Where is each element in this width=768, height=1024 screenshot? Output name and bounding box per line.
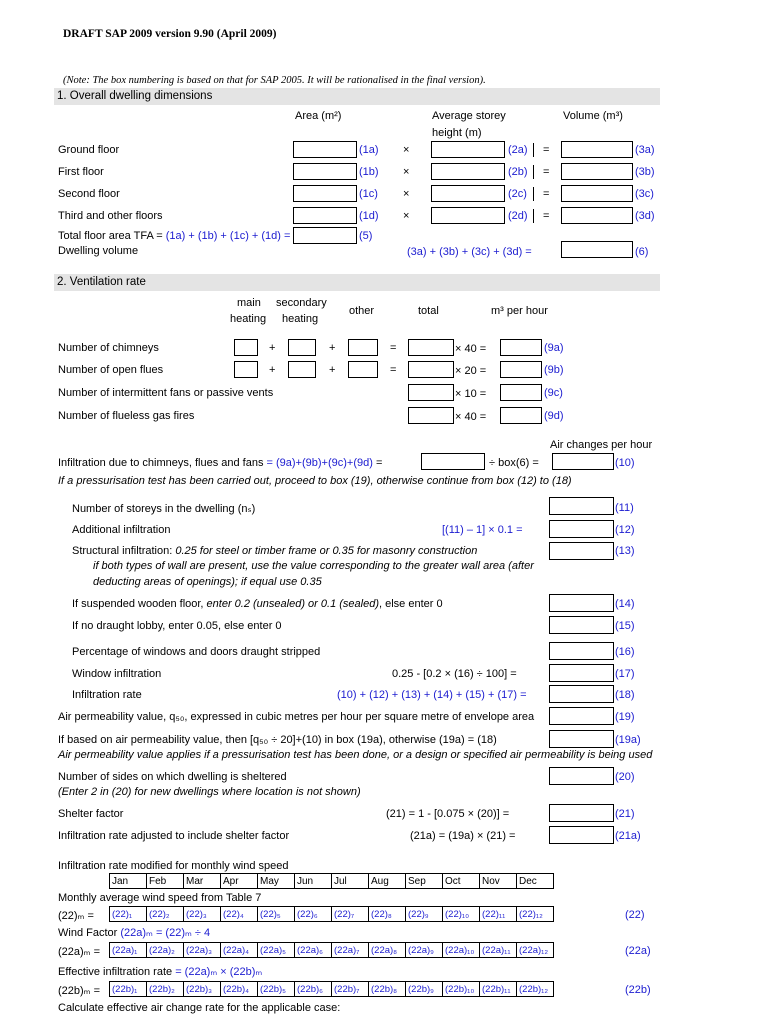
infiltration-rate-formula: (10) + (12) + (13) + (14) + (15) + (17) =	[337, 689, 527, 701]
sheltered-sides-note: (Enter 2 in (20) for new dwellings where location is not shown)	[58, 786, 361, 798]
floor-area-input[interactable]	[293, 163, 357, 180]
effective-infiltration-cell[interactable]: (22b)₉	[406, 982, 443, 997]
col-area-header: Area (m²)	[295, 110, 342, 122]
tfa-box-ref: (5)	[359, 230, 373, 242]
adjusted-infiltration-label: Infiltration rate adjusted to include shelter factor	[58, 830, 290, 842]
effective-infiltration-cell[interactable]: (22b)₁₁	[480, 982, 517, 997]
adjusted-infiltration-formula: (21a) = (19a) × (21) =	[410, 830, 516, 842]
month-header-mar: Mar	[184, 874, 221, 889]
equals-sign: =	[376, 457, 383, 469]
shelter-factor-label: Shelter factor	[58, 808, 124, 820]
wind-speed-cell[interactable]: (22)₇	[332, 907, 369, 922]
times-sign: ×	[403, 144, 410, 156]
based-on-permeability-input[interactable]	[549, 730, 614, 748]
sheltered-sides-label: Number of sides on which dwelling is sheltered	[58, 771, 287, 783]
wind-factor-cell[interactable]: (22a)₅	[258, 943, 295, 958]
wind-factor-cell[interactable]: (22a)₈	[369, 943, 406, 958]
col-main-heating-1: main	[237, 297, 261, 309]
month-header-jan: Jan	[110, 874, 147, 889]
storey-height-box-ref: (2b)	[508, 166, 528, 178]
gas-fires-box-ref: (9d)	[544, 410, 564, 422]
draught-stripped-input[interactable]	[549, 642, 614, 660]
floor-area-input[interactable]	[293, 207, 357, 224]
structural-infiltration-text: Structural infiltration:	[72, 545, 176, 557]
wind-speed-cell[interactable]: (22)₉	[406, 907, 443, 922]
col-m3-per-hour: m³ per hour	[491, 305, 548, 317]
times-sign: ×	[403, 166, 410, 178]
row-22-box-ref: (22)	[625, 909, 645, 921]
suspended-floor-label	[72, 598, 443, 610]
floor-volume-input[interactable]	[561, 207, 633, 224]
fans-total-input[interactable]	[408, 384, 454, 401]
month-header-oct: Oct	[443, 874, 480, 889]
storey-height-input[interactable]	[431, 207, 505, 224]
row-22-label: (22)ₘ =	[58, 910, 94, 922]
floor-area-box-ref: (1c)	[359, 188, 378, 200]
storey-height-box-ref: (2a)	[508, 144, 528, 156]
wind-factor-cell[interactable]: (22a)₁₀	[443, 943, 480, 958]
fans-label: Number of intermittent fans or passive vents	[58, 387, 274, 399]
col-secondary-heating-2: heating	[282, 313, 319, 325]
structural-infiltration-note-2: deducting areas of openings); if equal use 0.35	[93, 576, 322, 588]
separator-bar	[533, 187, 534, 201]
effective-infiltration-cell[interactable]: (22b)₆	[295, 982, 332, 997]
effective-infiltration-cell[interactable]: (22b)₅	[258, 982, 295, 997]
dwelling-volume-formula: (3a) + (3b) + (3c) + (3d) =	[407, 246, 532, 258]
wind-speed-cell[interactable]: (22)₂	[147, 907, 184, 922]
floor-volume-input[interactable]	[561, 141, 633, 158]
floor-volume-input[interactable]	[561, 185, 633, 202]
row-22a-box-ref: (22a)	[625, 945, 651, 957]
based-on-permeability-box-ref: (19a)	[615, 734, 641, 746]
month-header-jun: Jun	[295, 874, 332, 889]
wind-factor-cell[interactable]: (22a)₁₂	[517, 943, 554, 958]
month-header-feb: Feb	[147, 874, 184, 889]
infiltration-chimneys-formula: = (9a)+(9b)+(9c)+(9d)	[266, 457, 373, 469]
floor-label: Second floor	[58, 188, 120, 200]
suspended-floor-values: enter 0.2 (unsealed) or 0.1 (sealed)	[206, 598, 379, 610]
flues-total-input[interactable]	[408, 361, 454, 378]
suspended-floor-text: If suspended wooden floor,	[72, 598, 207, 610]
section-2-title: 2. Ventilation rate	[57, 276, 146, 288]
suspended-floor-box-ref: (14)	[615, 598, 635, 610]
month-header-nov: Nov	[480, 874, 517, 889]
wind-speed-cell[interactable]: (22)₆	[295, 907, 332, 922]
wind-factor-text: Wind Factor	[58, 927, 121, 939]
divide-by-box6: ÷ box(6) =	[489, 457, 539, 469]
month-header-apr: Apr	[221, 874, 258, 889]
storey-height-input[interactable]	[431, 185, 505, 202]
separator-bar	[533, 165, 534, 179]
structural-infiltration-note-1: if both types of wall are present, use the value corresponding to the greater wall area (after	[93, 560, 534, 572]
fans-box-ref: (9c)	[544, 387, 563, 399]
calc-ach-label: Calculate effective air change rate for the applicable case:	[58, 1002, 341, 1014]
wind-speed-cell[interactable]: (22)₁₂	[517, 907, 554, 922]
dwelling-volume-box-ref: (6)	[635, 246, 649, 258]
section-1-header	[54, 88, 660, 105]
floor-volume-box-ref: (3c)	[635, 188, 654, 200]
floor-area-input[interactable]	[293, 141, 357, 158]
structural-infiltration-label	[72, 545, 477, 557]
plus-sign: +	[329, 342, 336, 354]
tfa-label	[58, 230, 290, 242]
draught-stripped-label: Percentage of windows and doors draught stripped	[72, 646, 321, 658]
separator-bar	[533, 209, 534, 223]
floor-area-input[interactable]	[293, 185, 357, 202]
infiltration-ach-input[interactable]	[552, 453, 614, 470]
wind-factor-cell[interactable]: (22a)₂	[147, 943, 184, 958]
air-permeability-input[interactable]	[549, 707, 614, 725]
month-header-jul: Jul	[332, 874, 369, 889]
suspended-floor-else: , else enter 0	[378, 598, 443, 610]
adjusted-infiltration-input[interactable]	[549, 826, 614, 844]
storey-height-box-ref: (2d)	[508, 210, 528, 222]
floor-area-box-ref: (1d)	[359, 210, 379, 222]
month-header-aug: Aug	[369, 874, 406, 889]
wind-speed-cell[interactable]: (22)₈	[369, 907, 406, 922]
effective-infiltration-text: Effective infiltration rate	[58, 966, 176, 978]
draught-lobby-label: If no draught lobby, enter 0.05, else enter 0	[72, 620, 282, 632]
additional-infiltration-box-ref: (12)	[615, 524, 635, 536]
air-changes-header: Air changes per hour	[550, 439, 653, 451]
effective-infiltration-label	[58, 965, 262, 978]
floor-area-box-ref: (1b)	[359, 166, 379, 178]
floor-volume-box-ref: (3a)	[635, 144, 655, 156]
wind-factor-cell[interactable]: (22a)₉	[406, 943, 443, 958]
month-header-may: May	[258, 874, 295, 889]
plus-sign: +	[329, 364, 336, 376]
col-total: total	[418, 305, 439, 317]
equals-sign: =	[543, 166, 550, 178]
month-header-dec: Dec	[517, 874, 554, 889]
gas-fires-total-input[interactable]	[408, 407, 454, 424]
equals-sign: =	[390, 342, 397, 354]
col-secondary-heating-1: secondary	[276, 297, 327, 309]
infiltration-chimneys-input[interactable]	[421, 453, 485, 470]
based-on-permeability-label: If based on air permeability value, then [q₅₀ ÷ 20]+(10) in box (19a), otherwise (19a) = (18)	[58, 734, 497, 746]
row-22a-label: (22a)ₘ =	[58, 946, 101, 958]
wind-speed-cell[interactable]: (22)₁₀	[443, 907, 480, 922]
chimneys-other-input[interactable]	[348, 339, 378, 356]
effective-infiltration-cell[interactable]: (22b)₁₂	[517, 982, 554, 997]
gas-fires-m3-input[interactable]	[500, 407, 542, 424]
effective-infiltration-cell[interactable]: (22b)₂	[147, 982, 184, 997]
col-height-header-2: height (m)	[432, 127, 482, 139]
effective-infiltration-cell[interactable]: (22b)₄	[221, 982, 258, 997]
suspended-floor-input[interactable]	[549, 594, 614, 612]
additional-infiltration-formula: [(11) – 1] × 0.1 =	[442, 524, 523, 536]
equals-sign: =	[543, 188, 550, 200]
row-22b-box-ref: (22b)	[625, 984, 651, 996]
infiltration-chimneys-text: Infiltration due to chimneys, flues and fans	[58, 457, 267, 469]
flues-multiplier: × 20 =	[455, 365, 487, 377]
month-header-sep: Sep	[406, 874, 443, 889]
floor-label: Third and other floors	[58, 210, 163, 222]
col-volume-header: Volume (m³)	[563, 110, 623, 122]
effective-infiltration-cell[interactable]: (22b)₁₀	[443, 982, 480, 997]
additional-infiltration-input[interactable]	[549, 520, 614, 538]
permeability-note: Air permeability value applies if a pressurisation test has been done, or a design or specified air permeability is being used	[58, 749, 653, 761]
wind-speed-cell[interactable]: (22)₄	[221, 907, 258, 922]
structural-infiltration-input[interactable]	[549, 542, 614, 560]
draught-stripped-box-ref: (16)	[615, 646, 635, 658]
fans-m3-input[interactable]	[500, 384, 542, 401]
draught-lobby-box-ref: (15)	[615, 620, 635, 632]
row-22b-table	[109, 981, 554, 997]
window-infiltration-box-ref: (17)	[615, 668, 635, 680]
wind-speed-cell[interactable]: (22)₅	[258, 907, 295, 922]
plus-sign: +	[269, 342, 276, 354]
infiltration-rate-label: Infiltration rate	[72, 689, 142, 701]
tfa-label-text: Total floor area TFA =	[58, 230, 166, 242]
wind-factor-cell[interactable]: (22a)₃	[184, 943, 221, 958]
row-22a-table	[109, 942, 554, 958]
infiltration-chimneys-label	[58, 457, 373, 469]
pressurisation-note: If a pressurisation test has been carried out, proceed to box (19), otherwise continue from box (12) to (18)	[58, 475, 572, 487]
effective-infiltration-cell[interactable]: (22b)₇	[332, 982, 369, 997]
times-sign: ×	[403, 188, 410, 200]
infiltration-box-ref: (10)	[615, 457, 635, 469]
shelter-factor-formula: (21) = 1 - [0.075 × (20)] =	[386, 808, 510, 820]
structural-infiltration-values: 0.25 for steel or timber frame or 0.35 for masonry construction	[175, 545, 478, 557]
wind-factor-cell[interactable]: (22a)₄	[221, 943, 258, 958]
floor-label: First floor	[58, 166, 104, 178]
document-title: DRAFT SAP 2009 version 9.90 (April 2009)	[63, 28, 277, 40]
monthly-title: Infiltration rate modified for monthly wind speed	[58, 860, 289, 872]
flues-other-input[interactable]	[348, 361, 378, 378]
row-22-table	[109, 906, 554, 922]
section-1-title: 1. Overall dwelling dimensions	[57, 90, 213, 102]
floor-volume-input[interactable]	[561, 163, 633, 180]
flues-m3-input[interactable]	[500, 361, 542, 378]
fans-multiplier: × 10 =	[455, 388, 487, 400]
draught-lobby-input[interactable]	[549, 616, 614, 634]
storey-height-box-ref: (2c)	[508, 188, 527, 200]
numbering-note: (Note: The box numbering is based on that for SAP 2005. It will be rationalised in the final version).	[63, 75, 486, 86]
sheltered-sides-input[interactable]	[549, 767, 614, 785]
wind-speed-label: Monthly average wind speed from Table 7	[58, 892, 262, 904]
wind-factor-label	[58, 926, 210, 939]
times-sign: ×	[403, 210, 410, 222]
chimneys-total-input[interactable]	[408, 339, 454, 356]
air-permeability-box-ref: (19)	[615, 711, 635, 723]
wind-factor-cell[interactable]: (22a)₁₁	[480, 943, 517, 958]
storey-height-input[interactable]	[431, 163, 505, 180]
effective-infiltration-formula: = (22a)ₘ × (22b)ₘ	[175, 966, 263, 978]
chimneys-box-ref: (9a)	[544, 342, 564, 354]
floor-volume-box-ref: (3d)	[635, 210, 655, 222]
dwelling-volume-label: Dwelling volume	[58, 245, 139, 257]
additional-infiltration-label: Additional infiltration	[72, 524, 171, 536]
storeys-input[interactable]	[549, 497, 614, 515]
flues-secondary-input[interactable]	[288, 361, 316, 378]
wind-factor-formula: (22a)ₘ = (22)ₘ ÷ 4	[120, 927, 211, 939]
floor-label: Ground floor	[58, 144, 120, 156]
chimneys-multiplier: × 40 =	[455, 343, 487, 355]
effective-infiltration-cell[interactable]: (22b)₁	[110, 982, 147, 997]
equals-sign: =	[543, 144, 550, 156]
sheltered-sides-box-ref: (20)	[615, 771, 635, 783]
chimneys-main-input[interactable]	[234, 339, 258, 356]
plus-sign: +	[269, 364, 276, 376]
floor-area-box-ref: (1a)	[359, 144, 379, 156]
wind-speed-cell[interactable]: (22)₃	[184, 907, 221, 922]
structural-infiltration-box-ref: (13)	[615, 545, 635, 557]
separator-bar	[533, 143, 534, 157]
equals-sign: =	[543, 210, 550, 222]
infiltration-rate-input[interactable]	[549, 685, 614, 703]
tfa-formula: (1a) + (1b) + (1c) + (1d) =	[165, 230, 291, 242]
storeys-label: Number of storeys in the dwelling (nₛ)	[72, 503, 256, 515]
gas-fires-multiplier: × 40 =	[455, 411, 487, 423]
flues-main-input[interactable]	[234, 361, 258, 378]
adjusted-infiltration-box-ref: (21a)	[615, 830, 641, 842]
chimneys-label: Number of chimneys	[58, 342, 159, 354]
window-infiltration-label: Window infiltration	[72, 668, 162, 680]
gas-fires-label: Number of flueless gas fires	[58, 410, 195, 422]
equals-sign: =	[390, 364, 397, 376]
col-other: other	[349, 305, 375, 317]
effective-infiltration-cell[interactable]: (22b)₈	[369, 982, 406, 997]
infiltration-rate-box-ref: (18)	[615, 689, 635, 701]
col-height-header-1: Average storey	[432, 110, 506, 122]
floor-volume-box-ref: (3b)	[635, 166, 655, 178]
air-permeability-label: Air permeability value, q₅₀, expressed in cubic metres per hour per square metre of envelope area	[58, 711, 535, 723]
month-header-table	[109, 873, 554, 889]
section-2-header	[54, 274, 660, 291]
flues-box-ref: (9b)	[544, 364, 564, 376]
wind-factor-cell[interactable]: (22a)₁	[110, 943, 147, 958]
chimneys-secondary-input[interactable]	[288, 339, 316, 356]
storeys-box-ref: (11)	[615, 502, 634, 514]
window-infiltration-input[interactable]	[549, 664, 614, 682]
shelter-factor-box-ref: (21)	[615, 808, 635, 820]
col-main-heating-2: heating	[230, 313, 267, 325]
window-infiltration-formula: 0.25 - [0.2 × (16) ÷ 100] =	[392, 668, 517, 680]
row-22b-label: (22b)ₘ =	[58, 985, 101, 997]
storey-height-input[interactable]	[431, 141, 505, 158]
wind-factor-cell[interactable]: (22a)₆	[295, 943, 332, 958]
wind-speed-cell[interactable]: (22)₁₁	[480, 907, 517, 922]
effective-infiltration-cell[interactable]: (22b)₃	[184, 982, 221, 997]
tfa-input[interactable]	[293, 227, 357, 244]
dwelling-volume-input[interactable]	[561, 241, 633, 258]
shelter-factor-input[interactable]	[549, 804, 614, 822]
wind-speed-cell[interactable]: (22)₁	[110, 907, 147, 922]
chimneys-m3-input[interactable]	[500, 339, 542, 356]
wind-factor-cell[interactable]: (22a)₇	[332, 943, 369, 958]
flues-label: Number of open flues	[58, 364, 164, 376]
